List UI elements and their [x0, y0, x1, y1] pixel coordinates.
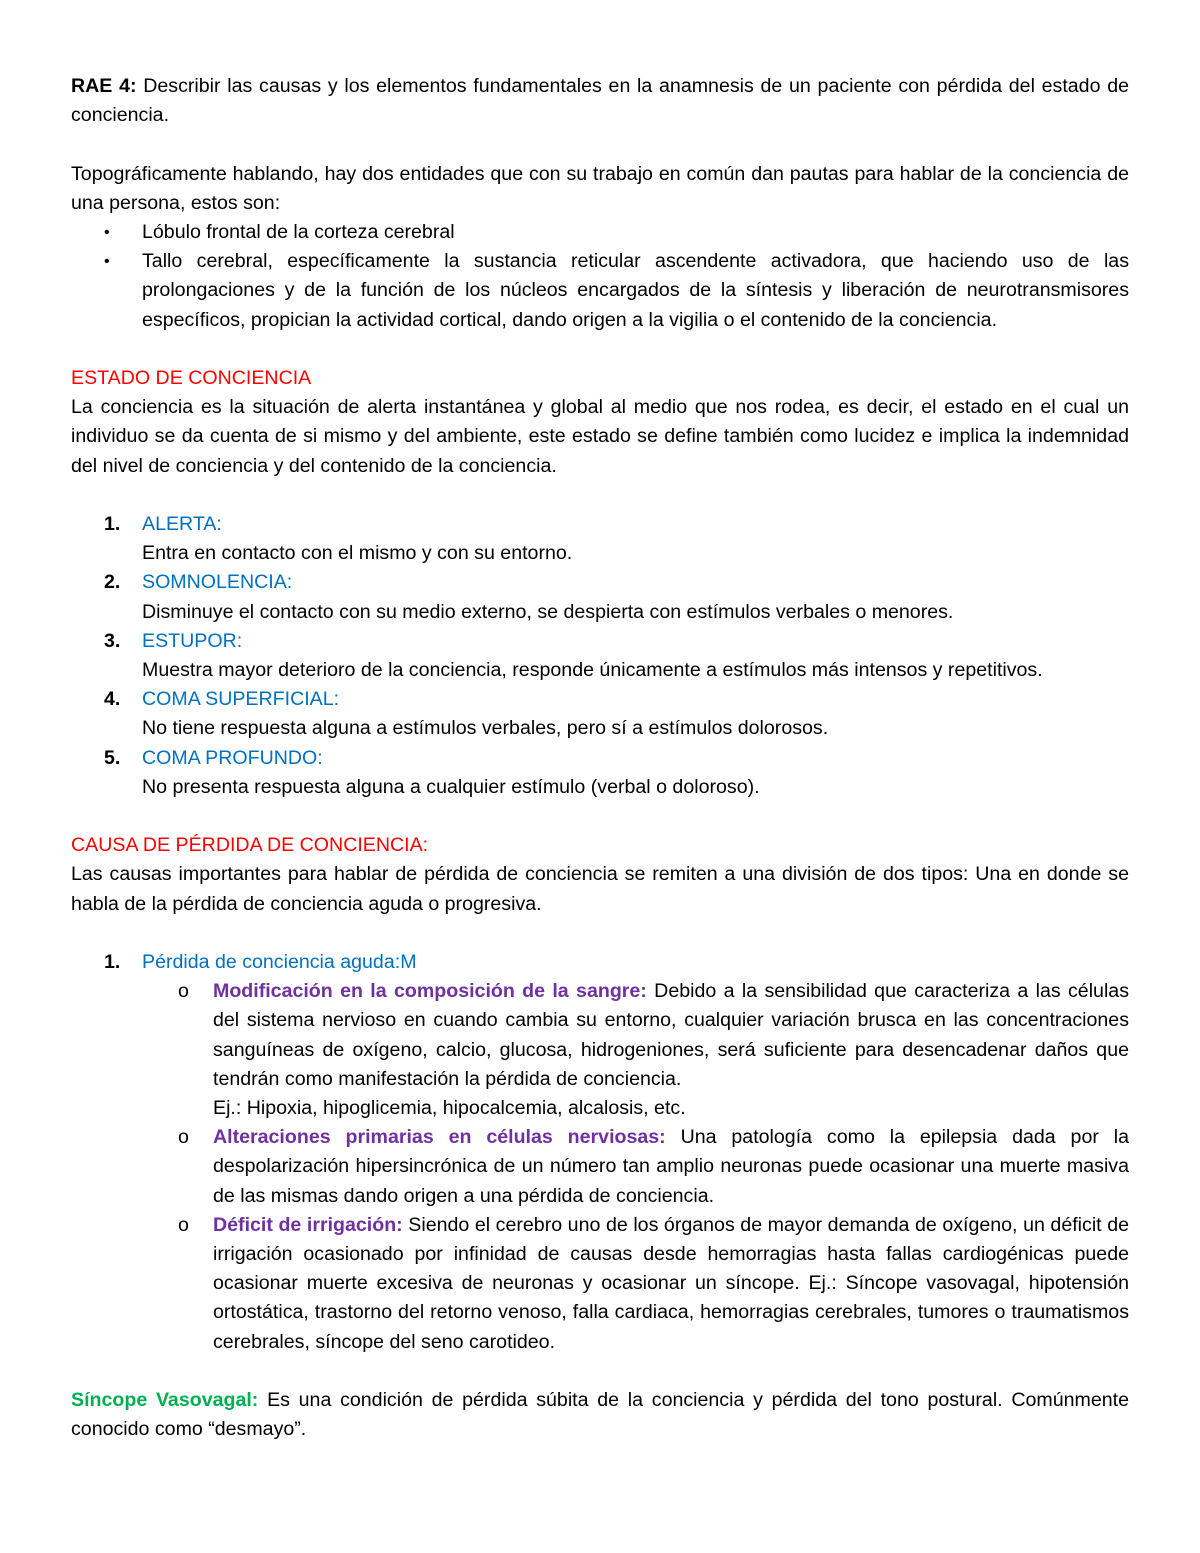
list-item — [71, 218, 1129, 247]
circle-bullet-icon: o — [178, 1126, 189, 1149]
spacer — [71, 130, 1129, 159]
level-desc: No tiene respuesta alguna a estímulos verbales, pero sí a estímulos dolorosos. — [142, 717, 829, 740]
list-item — [71, 948, 1129, 1357]
level-title: COMA SUPERFICIAL: — [142, 688, 340, 711]
topografia-intro: Topográficamente hablando, hay dos entidades que con su trabajo en común dan pautas para hablar de la conciencia de una persona, estos son: — [71, 162, 1129, 214]
spacer — [71, 1357, 1129, 1386]
aguda-sublist — [142, 977, 1129, 1357]
sincope-title: Síncope Vasovagal: — [71, 1389, 259, 1412]
list-number: 4. — [104, 688, 121, 711]
list-number: 3. — [104, 629, 121, 652]
document-page — [71, 72, 1129, 1444]
level-desc: Disminuye el contacto con su medio externo, se despierta con estímulos verbales o menores. — [142, 600, 954, 623]
sublist-item — [142, 1211, 1129, 1357]
list-number: 5. — [104, 746, 121, 769]
aguda-title: Pérdida de conciencia aguda: — [142, 951, 401, 974]
list-item — [71, 744, 1129, 802]
bullet-icon: • — [104, 224, 110, 241]
level-title: ESTUPOR: — [142, 629, 243, 652]
spacer — [71, 335, 1129, 364]
bullet-icon: • — [104, 253, 110, 271]
list-item-text: Lóbulo frontal de la corteza cerebral — [142, 221, 455, 243]
rae-text: Describir las causas y los elementos fundamentales en la anamnesis de un paciente con pérdida del estado de conciencia. — [71, 75, 1129, 127]
level-title: COMA PROFUNDO: — [142, 746, 323, 769]
sublist-item-title: Modificación en la composición de la sangre: — [213, 980, 647, 1003]
list-item — [71, 510, 1129, 568]
sublist-item-text — [213, 1123, 1129, 1211]
list-item — [71, 568, 1129, 626]
circle-bullet-icon: o — [178, 1213, 189, 1236]
level-title: ALERTA: — [142, 513, 222, 535]
sublist-item-text — [213, 977, 1129, 1094]
rae-paragraph — [71, 72, 1129, 130]
level-desc: Entra en contacto con el mismo y con su entorno. — [142, 542, 573, 565]
circle-bullet-icon: o — [178, 980, 189, 1003]
sublist-item-title: Déficit de irrigación: — [213, 1213, 403, 1236]
sublist-item-example: Ej.: Hipoxia, hipoglicemia, hipocalcemia, alcalosis, etc. — [213, 1097, 686, 1120]
sublist-item-text — [213, 1211, 1129, 1357]
spacer — [71, 481, 1129, 510]
spacer — [71, 802, 1129, 831]
aguda-title-suffix: M — [400, 951, 417, 974]
estado-heading: ESTADO DE CONCIENCIA — [71, 367, 312, 389]
estado-levels-list — [71, 510, 1129, 802]
sublist-item — [142, 977, 1129, 1123]
causa-paragraph: Las causas importantes para hablar de pérdida de conciencia se remiten a una división de dos tipos: Una en donde se habla de la pérdida de conciencia aguda o progresiva. — [71, 863, 1129, 915]
list-item — [71, 685, 1129, 743]
sincope-text: Es una condición de pérdida súbita de la conciencia y pérdida del tono postural. Comúnmente conocido como “desmayo”. — [71, 1389, 1129, 1441]
sublist-item-body: Debido a la sensibilidad que caracteriza a las células del sistema nervioso en cuando cambia su entorno, cualquier variación brusca en las concentraciones sanguíneas de oxígeno, calcio, glucosa, hidrogeniones, será suficiente para desencadenar daños que tendrán como manifestación la pérdida de conciencia. — [213, 980, 1129, 1090]
rae-label: RAE 4: — [71, 75, 137, 97]
sincope-paragraph — [71, 1386, 1129, 1444]
topografia-list — [71, 218, 1129, 335]
list-item-text: Tallo cerebral, específicamente la sustancia reticular ascendente activadora, que haciendo uso de las prolongaciones y de la función de los núcleos encargados de la síntesis y liberación de neurotransmisores específicos, propician la actividad cortical, dando origen a la vigilia o el contenido de la conciencia. — [142, 250, 1129, 331]
sublist-item-body: Siendo el cerebro uno de los órganos de mayor demanda de oxígeno, un déficit de irrigación ocasionado por infinidad de causas desde hemorragias hasta fallas cardiogénicas puede ocasionar muerte excesiva de neuronas y ocasionar un síncope. Ej.: Síncope vasovagal, hipotensión ortostática, trastorno del retorno venoso, falla cardiaca, hemorragias cerebrales, tumores o traumatismos cerebrales, síncope del seno carotideo. — [213, 1213, 1129, 1353]
estado-paragraph: La conciencia es la situación de alerta instantánea y global al medio que nos rodea, es decir, el estado en el cual un individuo se da cuenta de si mismo y del ambiente, este estado se define también como lucidez e implica la indemnidad del nivel de conciencia y del contenido de la conciencia. — [71, 396, 1129, 477]
sublist-item-body: Una patología como la epilepsia dada por la despolarización hipersincrónica de un número tan amplio neuronas puede ocasionar una muerte masiva de las mismas dando origen a una pérdida de conciencia. — [213, 1126, 1130, 1207]
list-number: 1. — [104, 951, 121, 974]
list-item — [71, 247, 1129, 335]
list-number: 2. — [104, 571, 121, 594]
list-number: 1. — [104, 513, 121, 535]
sublist-item-title: Alteraciones primarias en células nerviosas: — [213, 1126, 666, 1149]
causa-heading: CAUSA DE PÉRDIDA DE CONCIENCIA: — [71, 834, 429, 857]
causa-list — [71, 948, 1129, 1357]
level-title: SOMNOLENCIA: — [142, 571, 293, 594]
list-item — [71, 627, 1129, 685]
aguda-title-line — [142, 948, 1129, 977]
sublist-item — [142, 1123, 1129, 1211]
level-desc: Muestra mayor deterioro de la conciencia, responde únicamente a estímulos más intensos y repetitivos. — [142, 659, 1043, 682]
spacer — [71, 919, 1129, 948]
level-desc: No presenta respuesta alguna a cualquier estímulo (verbal o doloroso). — [142, 775, 760, 798]
